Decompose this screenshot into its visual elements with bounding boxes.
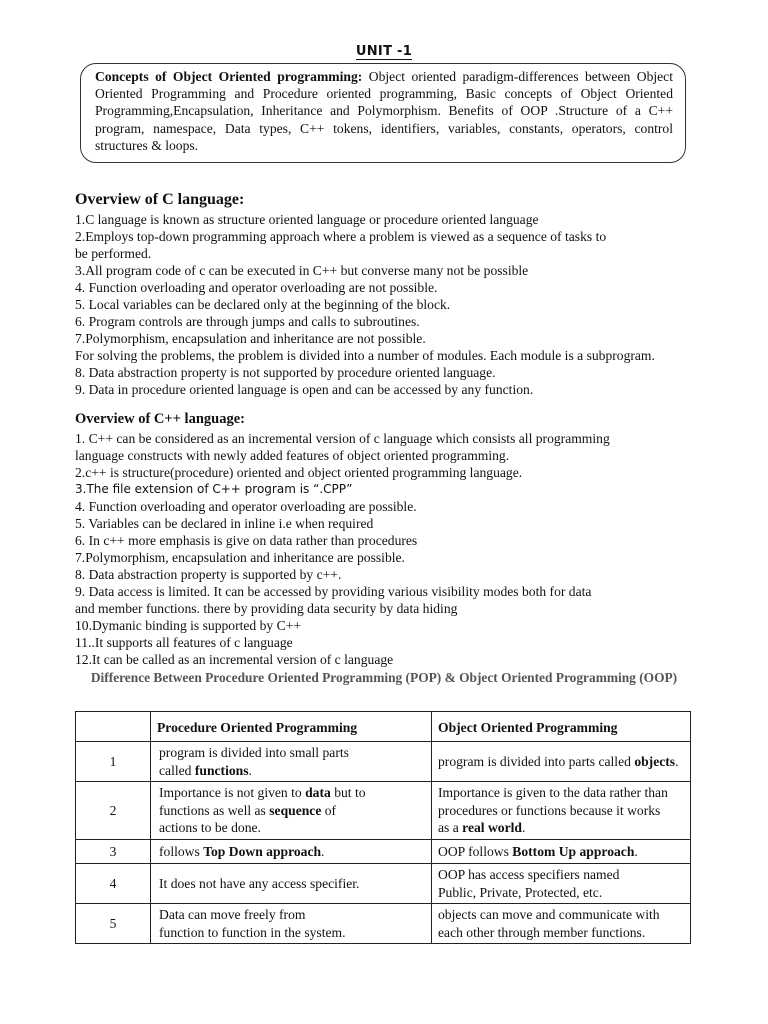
cell-text: Data can move freely from	[159, 907, 306, 922]
c-line: 2.Employs top-down programming approach where a problem is viewed as a sequence of tasks to	[75, 229, 607, 244]
cell-text: Importance is given to the data rather than	[438, 785, 668, 801]
cpp-line: 9. Data access is limited. It can be accessed by providing various visibility modes both for data	[75, 584, 592, 599]
cell-text: functions as well as	[159, 802, 270, 818]
cell-text: function to function in the system.	[159, 924, 346, 940]
unit-title	[0, 44, 768, 59]
cpp-line: 4. Function overloading and operator overloading are possible.	[75, 499, 417, 514]
cpp-line: 7.Polymorphism, encapsulation and inheritance are possible.	[75, 550, 405, 565]
cell-text: objects can move and communicate with	[438, 907, 660, 922]
table-row	[76, 782, 691, 840]
pop-cell	[151, 864, 432, 904]
cell-bold: Bottom Up approach	[512, 843, 635, 859]
cpp-line: 11..It supports all features of c language	[75, 635, 293, 650]
cell-text: but to	[330, 785, 366, 801]
cell-text: called	[159, 762, 195, 778]
cpp-line: 1. C++ can be considered as an incremental version of c language which consists all programming	[75, 431, 610, 446]
cpp-line: 12.It can be called as an incremental version of c language	[75, 652, 394, 667]
row-number: 5	[76, 904, 151, 944]
c-line: 7.Polymorphism, encapsulation and inheritance are not possible.	[75, 331, 426, 346]
c-line: For solving the problems, the problem is divided into a number of modules. Each module is a subprogram.	[75, 348, 655, 363]
pop-cell	[151, 782, 432, 840]
row-number: 2	[76, 782, 151, 840]
row-number: 4	[76, 864, 151, 904]
cell-text: program is divided into small parts	[159, 745, 349, 760]
cpp-overview-list	[75, 430, 610, 668]
cell-bold: sequence	[269, 802, 322, 818]
oop-cell	[432, 864, 691, 904]
oop-cell	[432, 904, 691, 944]
header-blank-cell	[76, 712, 151, 742]
cell-text: OOP follows	[438, 843, 513, 859]
cell-bold: data	[305, 785, 331, 801]
cpp-line: 6. In c++ more emphasis is give on data rather than procedures	[75, 533, 418, 548]
c-line: 4. Function overloading and operator overloading are not possible.	[75, 280, 438, 295]
cpp-line: 2.c++ is structure(procedure) oriented and object oriented programming language.	[75, 465, 523, 480]
syllabus-label: Concepts of Object Oriented programming:	[95, 69, 363, 84]
syllabus-box	[80, 63, 686, 163]
c-line: 6. Program controls are through jumps and calls to subroutines.	[75, 314, 420, 329]
cell-text: program is divided into parts called	[438, 753, 635, 769]
pop-cell	[151, 904, 432, 944]
cpp-line: and member functions. there by providing data security by data hiding	[75, 601, 458, 616]
pop-cell	[151, 840, 432, 864]
c-line: 8. Data abstraction property is not supported by procedure oriented language.	[75, 365, 496, 380]
cell-text: each other through member functions.	[438, 924, 646, 940]
row-number: 3	[76, 840, 151, 864]
cpp-line: language constructs with newly added features of object oriented programming.	[75, 448, 510, 463]
table-row	[76, 742, 691, 782]
table-row	[76, 840, 691, 864]
cell-text: Importance is not given to	[159, 785, 306, 801]
cell-text: .	[521, 820, 526, 836]
cell-text: Public, Private, Protected, etc.	[438, 884, 603, 900]
cell-text: actions to be done.	[159, 820, 261, 836]
syllabus-text: Object oriented paradigm-differences between Object Oriented Programming and Procedure oriented programming, Basic concepts of Object Oriented Programming,Encapsulation, Inheritance and Polymorphism. Benefits of OOP .Structure of a C++ program, namespace, Data types, C++ tokens, identifiers, variables, constants, operators, control structures & loops.	[95, 69, 673, 153]
c-line: 3.All program code of c can be executed in C++ but converse many not be possible	[75, 263, 529, 278]
header-oop: Object Oriented Programming	[432, 712, 691, 742]
row-number: 1	[76, 742, 151, 782]
c-line: be performed.	[75, 246, 152, 261]
cpp-line: 8. Data abstraction property is supported by c++.	[75, 567, 342, 582]
cell-bold: objects	[634, 753, 676, 769]
c-line: 5. Local variables can be declared only at the beginning of the block.	[75, 297, 451, 312]
table-row	[76, 864, 691, 904]
c-line: 1.C language is known as structure oriented language or procedure oriented language	[75, 212, 539, 227]
oop-cell	[432, 782, 691, 840]
cell-text: It does not have any access specifier.	[159, 875, 360, 891]
difference-title: Difference Between Procedure Oriented Programming (POP) & Object Oriented Programming (OOP)	[90, 670, 678, 685]
cell-bold: Top Down approach	[203, 843, 322, 859]
table-header-row	[76, 712, 691, 742]
header-pop: Procedure Oriented Programming	[151, 712, 432, 742]
cell-text: as a	[438, 820, 463, 836]
cell-text: of	[321, 802, 337, 818]
oop-cell	[432, 840, 691, 864]
cell-text: .	[675, 753, 679, 769]
c-overview-heading: Overview of C language:	[75, 191, 245, 208]
unit-title-text: UNIT -1	[355, 44, 413, 59]
table-row	[76, 904, 691, 944]
cell-text: .	[634, 843, 638, 859]
c-overview-list	[75, 211, 655, 398]
cell-bold: real world	[462, 820, 522, 836]
cell-text: procedures or functions because it works	[438, 802, 661, 818]
c-line: 9. Data in procedure oriented language is open and can be accessed by any function.	[75, 382, 534, 397]
pop-cell	[151, 742, 432, 782]
cpp-line: 3.The file extension of C++ program is “.CPP”	[75, 482, 353, 496]
cell-bold: functions	[194, 762, 249, 778]
comparison-table	[75, 711, 691, 944]
oop-cell	[432, 742, 691, 782]
cell-text: .	[248, 762, 252, 778]
cell-text: OOP has access specifiers named	[438, 867, 620, 882]
cell-text: .	[321, 843, 325, 859]
cpp-line: 5. Variables can be declared in inline i.e when required	[75, 516, 374, 531]
cpp-line: 10.Dymanic binding is supported by C++	[75, 618, 302, 633]
cpp-overview-heading: Overview of C++ language:	[75, 411, 245, 427]
cell-text: follows	[159, 843, 204, 859]
